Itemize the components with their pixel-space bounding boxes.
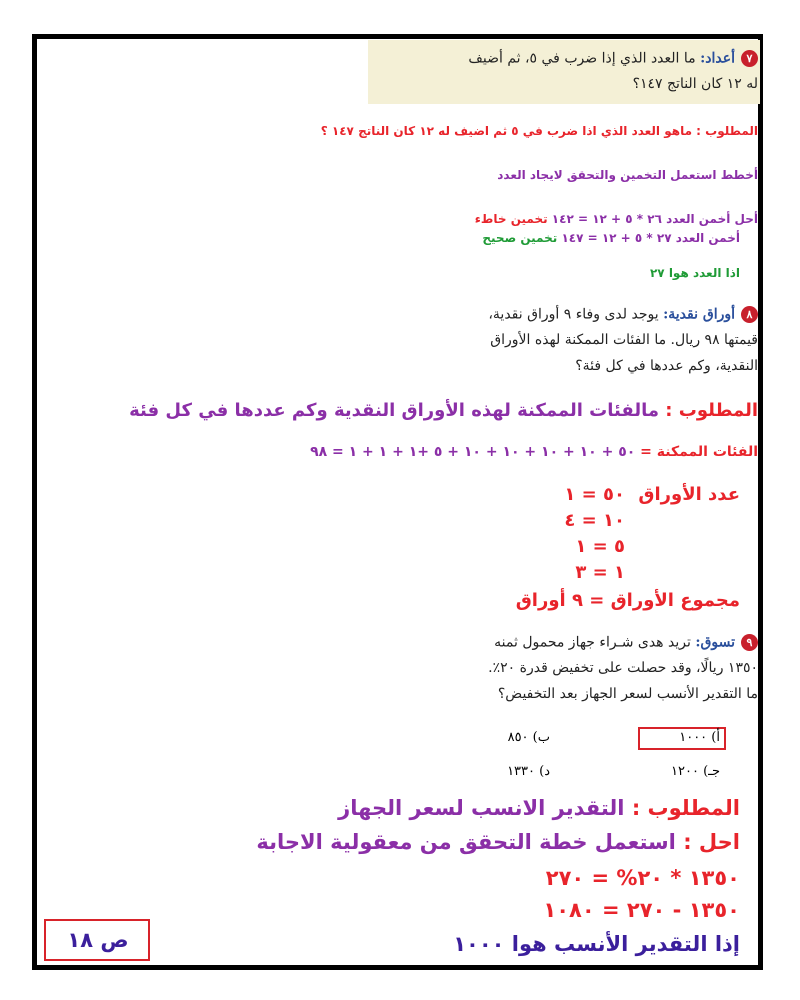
- q9-solve: [256, 830, 740, 854]
- q7-solve2-verdict: تخمين صحيح: [482, 231, 558, 245]
- q9-required: [338, 796, 740, 820]
- q9-text-line2: ١٣٥٠ ريالًا، وقد حصلت على تخفيض قدرة ٢٠٪.: [488, 660, 758, 676]
- q8-text-line1: يوجد لدى وفاء ٩ أوراق نقدية،: [488, 306, 659, 323]
- q9-option-b: ب) ٨٥٠: [507, 730, 550, 745]
- q9-calc1: ١٣٥٠ * ٢٠% = ٢٧٠: [545, 866, 740, 890]
- q7-solve2: [482, 231, 740, 245]
- q8-total: مجموع الأوراق = ٩ أوراق: [515, 590, 740, 611]
- q8-count-label: عدد الأوراق: [638, 484, 740, 505]
- q7-solve1-verdict: تخمين خاطء: [474, 212, 548, 226]
- q9-number-badge: ٩: [741, 634, 758, 651]
- q9-line1: [494, 634, 758, 651]
- q7-title: أعداد:: [700, 50, 735, 67]
- q9-solve-text: استعمل خطة التحقق من معقولية الاجابة: [256, 830, 676, 854]
- q7-required: المطلوب : ماهو العدد الذي اذا ضرب في ٥ ثم اضيف له ١٢ كان الناتج ١٤٧ ؟: [320, 124, 758, 138]
- q9-conclusion: إذا التقدير الأنسب هوا ١٠٠٠: [453, 932, 740, 956]
- q7-line1: [468, 50, 758, 67]
- q7-answer: اذا العدد هوا ٢٧: [649, 266, 740, 280]
- q8-categories: [310, 444, 758, 460]
- q8-number-badge: ٨: [741, 306, 758, 323]
- q9-title: تسوق:: [695, 634, 735, 651]
- q8-count-row: ٥٠ = ١: [564, 484, 625, 505]
- q8-count-row: ١٠ = ٤: [564, 510, 625, 531]
- q9-text-line1: تريد هدى شـراء جهاز محمول ثمنه: [494, 634, 691, 651]
- q8-line1: [488, 306, 758, 323]
- q7-solve2-text: أخمن العدد ٢٧ * ٥ + ١٢ = ١٤٧: [561, 231, 740, 245]
- q8-text-line2: قيمتها ٩٨ ريال. ما الفئات الممكنة لهذه الأوراق: [490, 332, 758, 348]
- q9-option-d: د) ١٣٣٠: [507, 764, 550, 779]
- q9-text-line3: ما التقدير الأنسب لسعر الجهاز بعد التخفيض؟: [497, 686, 758, 702]
- q9-option-a: أ) ١٠٠٠: [679, 730, 720, 745]
- q8-count-row: ١ = ٣: [575, 562, 625, 583]
- q8-required: [129, 400, 758, 421]
- q7-plan: أخطط استعمل التخمين والتحقق لايجاد العدد: [497, 168, 758, 182]
- q9-option-c: جـ) ١٢٠٠: [671, 764, 720, 779]
- q8-required-text: مالفئات الممكنة لهذه الأوراق النقدية وكم عددها في كل فئة: [129, 400, 659, 421]
- q8-count-row: ٥ = ١: [575, 536, 625, 557]
- q9-solve-label: احل :: [683, 830, 740, 854]
- q9-calc2: ١٣٥٠ - ٢٧٠ = ١٠٨٠: [543, 898, 740, 922]
- q8-required-label: المطلوب :: [665, 400, 758, 421]
- q7-text-line1: ما العدد الذي إذا ضرب في ٥، ثم أضيف: [468, 50, 696, 67]
- q8-categories-label: الفئات الممكنة =: [640, 444, 758, 460]
- q9-required-text: التقدير الانسب لسعر الجهاز: [338, 796, 625, 820]
- page-number: ص ١٨: [67, 928, 129, 952]
- q8-categories-text: ٥٠ + ١٠ + ١٠ + ١٠ + ١٠ + ٥ +١ + ١ + ١ = ٩٨: [310, 444, 636, 460]
- q8-text-line3: النقدية، وكم عددها في كل فئة؟: [575, 358, 758, 374]
- q7-number-badge: ٧: [741, 50, 758, 67]
- q9-required-label: المطلوب :: [631, 796, 740, 820]
- q7-solve1-text: أحل أخمن العدد ٢٦ * ٥ + ١٢ = ١٤٢: [551, 212, 758, 226]
- q7-text-line2: له ١٢ كان الناتج ١٤٧؟: [632, 76, 758, 92]
- q7-solve1: [475, 212, 758, 226]
- q8-title: أوراق نقدية:: [663, 306, 735, 323]
